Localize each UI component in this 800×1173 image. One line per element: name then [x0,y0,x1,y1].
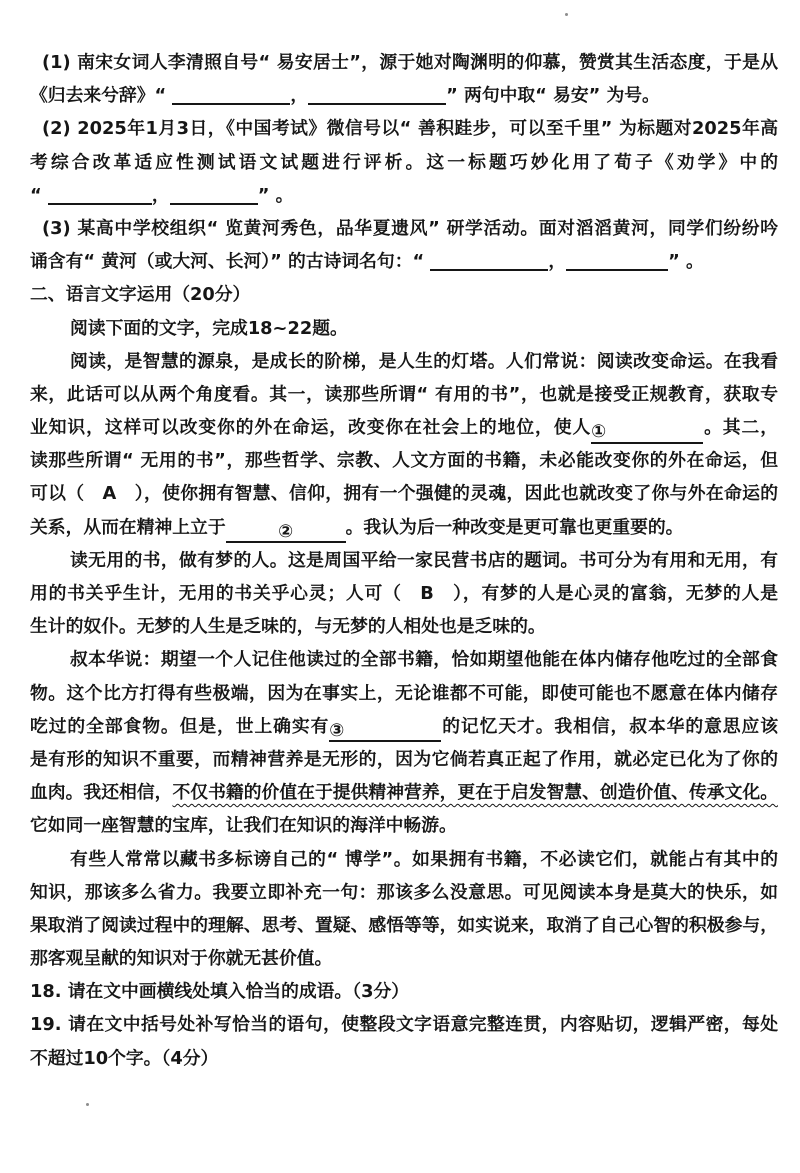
passage-line [30,444,778,477]
fill-in-blank [48,203,152,205]
text-segment: 业知识，这样可以改变你的外在命运，改变你在社会上的地位，使人 [30,417,592,439]
blank-completion-item-3-continued [30,245,778,278]
text-segment: 血肉。我还相信， [30,782,173,804]
question-19-continued [30,1042,778,1075]
text-segment: 是有形的知识不重要，而精神营养是无形的，因为它倘若真正起了作用，就必定已化为了你的 [30,748,778,770]
text-segment: 关系，从而在精神上立于 [30,516,226,538]
text-segment: (1) 南宋女词人李清照自号“ 易安居士”，源于她对陶渊明的仰慕，赞赏其生活态度，于是从 [42,52,778,73]
text-segment: ， [151,184,170,206]
blank-completion-item-3 [30,212,778,245]
passage-line [30,809,778,842]
passage-line-with-blank-3 [30,710,778,743]
text-segment: 知识，那该多么省力。我要立即补充一句：那该多么没意思。可见阅读本身是莫大的快乐，如 [30,881,778,903]
fill-in-blank [308,103,446,105]
passage-line [30,843,778,876]
blank-completion-item-1 [30,46,778,79]
text-segment: 19. 请在文中括号处补写恰当的语句，使整段文字语意完整连贯，内容贴切，逻辑严密，每处 [30,1014,778,1036]
text-segment: 不仅书籍的价值在于提供精神营养，更在于启发智慧、创造价值、传承文化。 [172,782,778,804]
passage-line [30,677,778,710]
text-segment: 诵含有“ 黄河（或大河、长河）” 的古诗词名句：“ [30,251,431,273]
question-18 [30,975,778,1008]
text-segment: 考综合改革适应性测试语文试题进行评析。这一标题巧妙化用了荀子《劝学》中的 [30,151,778,173]
passage-line [30,544,778,577]
passage-instruction [30,312,778,345]
text-segment: 18. 请在文中画横线处填入恰当的成语。（3分） [30,981,410,1003]
text-segment: 二、语言文字运用（20分） [30,284,251,306]
text-segment: 。其二， [703,417,778,439]
text-segment: “ [30,184,48,206]
text-segment: 读那些所谓“ 无用的书”，那些哲学、宗教、人文方面的书籍，未必能改变你的外在命运，但 [30,450,778,472]
text-segment: 的记忆天才。我相信，叔本华的意思应该 [441,715,778,737]
blank-completion-item-2 [30,112,778,145]
section-heading [30,278,778,311]
passage-line-with-blank-2 [30,511,778,544]
fill-in-blank [170,203,258,205]
blank-completion-item-2-blanks [30,179,778,212]
text-segment: ， [548,251,567,273]
text-segment: 阅读下面的文字，完成18~22题。 [70,317,348,339]
text-segment: 可以（ A ），使你拥有智慧、信仰，拥有一个强健的灵魂，因此也就改变了你与外在命运的 [30,483,778,505]
text-segment: 阅读，是智慧的源泉，是成长的阶梯，是人生的灯塔。人们常说：阅读改变命运。在我看 [70,350,778,372]
fill-in-blank [172,103,290,105]
passage-line-with-bracket-A [30,477,778,510]
passage-line [30,743,778,776]
text-segment: (2) 2025年1月3日，《中国考试》微信号以“ 善积跬步，可以至千里” 为标题对2025年高 [42,118,778,140]
passage-line [30,909,778,942]
text-segment: 生计的奴仆。无梦的人生是乏味的，与无梦的人相处也是乏味的。 [30,616,546,638]
passage-line [30,378,778,411]
text-segment: 用的书关乎生计，无用的书关乎心灵；人可（ B ），有梦的人是心灵的富翁，无梦的人是 [30,583,778,604]
blank-completion-item-1-continued [30,79,778,112]
text-segment: 来，此话可以从两个角度看。其一，读那些所谓“ 有用的书”，也就是接受正规教育，获取专 [30,383,778,405]
text-segment: 有些人常常以藏书多标谤自己的“ 博学”。如果拥有书籍，不必读它们，就能占有其中的 [70,848,778,870]
text-segment: 不超过10个字。（4分） [30,1047,219,1069]
passage-line [30,345,778,378]
text-segment: 。我认为后一种改变是更可靠也更重要的。 [345,516,684,538]
text-segment: (3) 某高中学校组织“ 览黄河秀色，品华夏遗风” 研学活动。面对滔滔黄河，同学们纷纷吟 [42,217,778,239]
text-segment: 它如同一座智慧的宝库，让我们在知识的海洋中畅游。 [30,815,457,837]
scan-speck [565,13,568,16]
passage-line [30,942,778,975]
fill-in-blank: ① [591,423,703,444]
passage-line [30,643,778,676]
passage-line [30,610,778,643]
text-segment: ” 。 [257,184,294,206]
text-segment: 叔本华说：期望一个人记住他读过的全部书籍，恰如期望他能在体内储存他吃过的全部食 [70,649,778,671]
text-segment: 果取消了阅读过程中的理解、思考、置疑、感悟等等，如实说来，取消了自己心智的积极参与， [30,914,778,936]
text-segment: 物。这个比方打得有些极端，因为在事实上，无论谁都不可能，即使可能也不愿意在体内储存 [30,682,778,704]
scan-speck [86,1103,89,1106]
blank-completion-item-2-continued [30,146,778,179]
passage-line-with-bracket-B [30,577,778,610]
text-segment: 吃过的全部食物。但是，世上确实有 [30,715,330,737]
fill-in-blank [430,269,548,271]
fill-in-blank: ② [226,523,346,544]
passage-line-with-blank-1 [30,411,778,444]
text-segment: 《归去来兮辞》“ [30,85,173,107]
fill-in-blank [566,269,668,271]
passage-line [30,876,778,909]
fill-in-blank: ③ [329,722,441,743]
text-segment: 读无用的书，做有梦的人。这是周国平给一家民营书店的题词。书可分为有用和无用，有 [70,549,778,571]
document-body [30,46,778,1075]
text-segment: ” 两句中取“ 易安” 为号。 [446,85,660,107]
text-segment: 那客观呈献的知识对于你就无甚价值。 [30,948,333,970]
text-segment: ， [290,85,309,107]
text-segment: ” 。 [668,251,704,273]
question-19 [30,1008,778,1041]
passage-line-with-wavy-underline [30,776,778,809]
